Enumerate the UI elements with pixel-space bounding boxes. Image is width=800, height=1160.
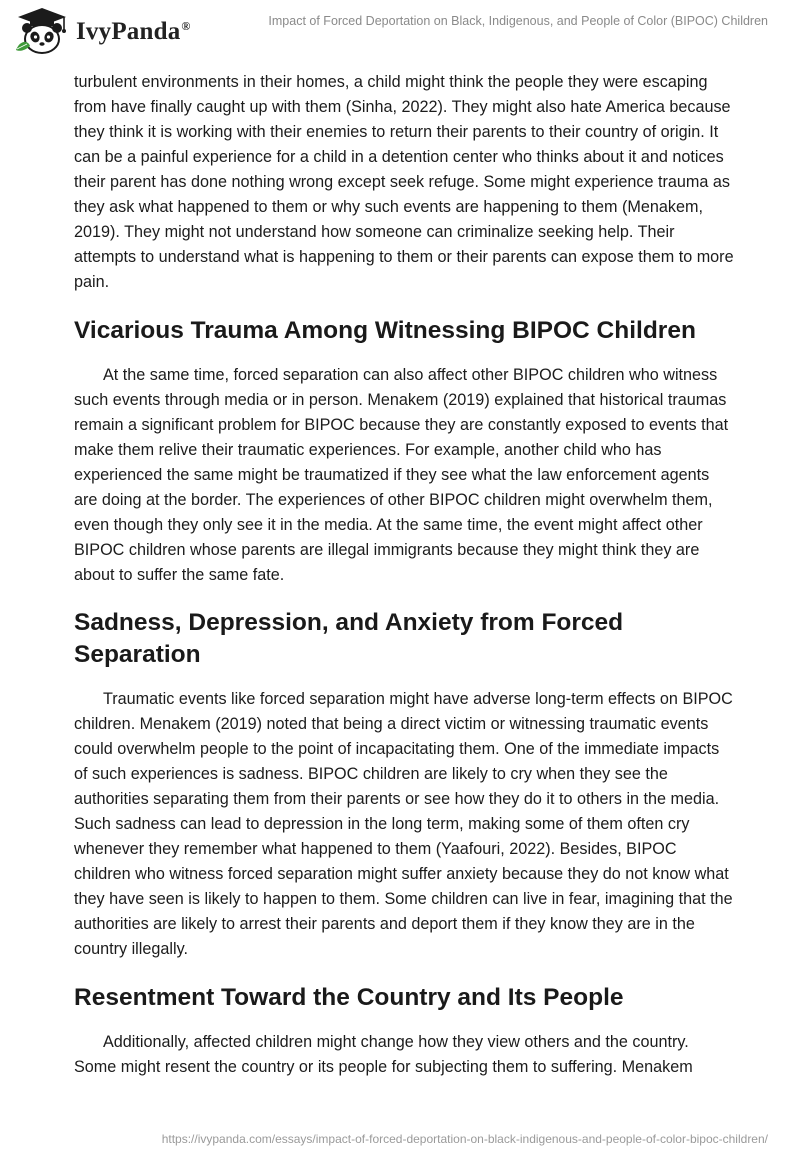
- ivypanda-logo[interactable]: [14, 6, 214, 56]
- section-heading-vicarious-trauma: Vicarious Trauma Among Witnessing BIPOC Children: [74, 317, 696, 344]
- source-url[interactable]: https://ivypanda.com/essays/impact-of-forced-deportation-on-black-indigenous-and-people-of-color-bipoc-children/: [161, 1132, 768, 1146]
- logo-wordmark: [76, 18, 191, 46]
- paragraph-vicarious-trauma: At the same time, forced separation can also affect other BIPOC children who witness such events through media or in person. Menakem (2019) explained that historical traumas remain a significant problem for BIPOC because they are constantly exposed to events that make them relive their traumatic experiences. For example, another child who has experienced the same might be traumatized if they see what the law enforcement agents are doing at the border. The experiences of other BIPOC children might overwhelm them, even though they only see it in the media. At the same time, the event might affect other BIPOC children whose parents are illegal immigrants because they might think they are about to suffer the same fate.: [74, 366, 729, 584]
- paragraph-sadness-depression: Traumatic events like forced separation might have adverse long-term effects on BIPOC children. Menakem (2019) noted that being a direct victim or witnessing traumatic events could overwhelm people to the point of incapacitating them. One of the immediate impacts of such experiences is sadness. BIPOC children are likely to cry when they see the authorities separating them from their parents or see how they do it to others in the media. Such sadness can lead to depression in the long term, making some of them often cry whenever they remember what happened to them (Yaafouri, 2022). Besides, BIPOC children who witness forced separation might suffer anxiety because they do not know what they have seen is likely to happen to them. Some children can live in fear, imagining that the authorities are likely to arrest their parents and deport them if they know they are in the country illegally.: [74, 690, 733, 958]
- paragraph-resentment: Additionally, affected children might change how they view others and the country. Some might resent the country or its people for subjecting them to suffering. Menakem: [74, 1033, 693, 1076]
- essay-body: [74, 70, 734, 1080]
- page-header: [0, 0, 800, 60]
- paragraph-continued: turbulent environments in their homes, a child might think the people they were escaping from have finally caught up with them (Sinha, 2022). They might also hate America because they think it is working with their enemies to return their parents to their country of origin. It can be a painful experience for a child in a detention center who thinks about it and notices their parent has done nothing wrong except seek refuge. Some might experience trauma as they ask what happened to them or why such events are happening to them (Menakem, 2019). They might not understand how someone can criminalize seeking help. Their attempts to understand what is happening to them or their parents can expose them to more pain.: [74, 73, 734, 291]
- logo-text: IvyPanda: [76, 18, 181, 45]
- registered-mark: ®: [181, 18, 191, 33]
- section-heading-sadness-depression: Sadness, Depression, and Anxiety from Forced Separation: [74, 609, 624, 668]
- section-heading-resentment: Resentment Toward the Country and Its People: [74, 984, 624, 1011]
- document-title: Impact of Forced Deportation on Black, Indigenous, and People of Color (BIPOC) Children: [268, 14, 768, 28]
- panda-graduate-icon: [14, 6, 70, 56]
